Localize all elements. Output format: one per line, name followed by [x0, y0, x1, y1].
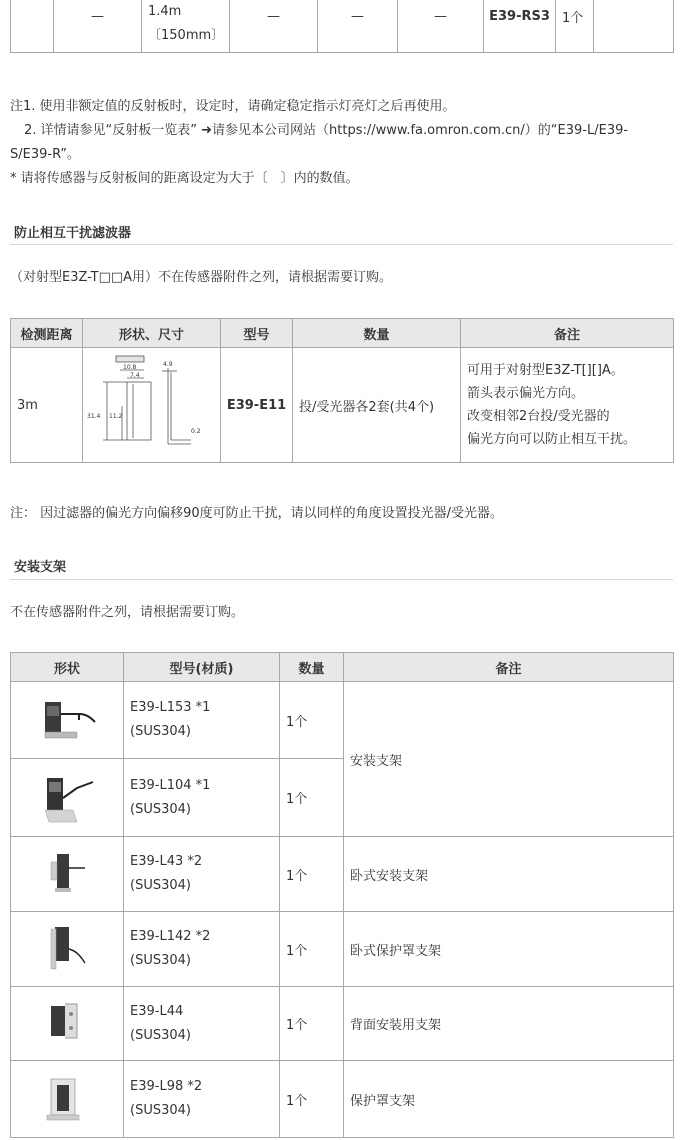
cell-photo: [11, 987, 124, 1061]
distance-min: 〔150mm〕: [148, 28, 225, 43]
cell-model: [124, 987, 280, 1061]
header-shape: 形状、尺寸: [83, 319, 221, 348]
cell-qty: 投/受光器各2套(共4个): [293, 348, 461, 463]
cell-model: [124, 682, 280, 759]
remark-line: 偏光方向可以防止相互干扰。: [467, 432, 637, 447]
header-qty: 数量: [293, 319, 461, 348]
note-2b: S/E39-R”。: [10, 147, 81, 162]
cell-photo: [11, 1061, 124, 1138]
filter-intro: （对射型E3Z-T□□A用）不在传感器附件之列，请根据需要订购。: [10, 270, 393, 285]
filter-note: 注： 因过滤器的偏光方向偏移90度可防止干扰，请以同样的角度设置投光器/受光器。: [10, 506, 504, 521]
cell-photo: [11, 759, 124, 837]
cell-remark: 安装支架: [344, 682, 674, 837]
cell-remark: 卧式安装支架: [344, 837, 674, 912]
bracket-photo-icon: [37, 994, 97, 1054]
dim-label: 31.4: [87, 413, 101, 420]
divider: [10, 579, 673, 580]
dim-label: 10.8: [123, 364, 137, 371]
dim-label: 7.4: [130, 372, 140, 379]
model-name: E39-L104 *1: [130, 777, 211, 793]
cell-remarks: [461, 348, 674, 463]
cell-blank: [594, 0, 674, 53]
filter-dimension-drawing: [83, 348, 221, 458]
dim-label: 4.9: [163, 361, 173, 368]
model-material: (SUS304): [130, 1027, 191, 1043]
bracket-table: [10, 652, 674, 1138]
model-name: E39-L98 *2: [130, 1079, 203, 1094]
cell-photo: [11, 682, 124, 759]
cell-remark: 背面安装用支架: [344, 987, 674, 1061]
model-material: (SUS304): [130, 1103, 191, 1118]
remark-line: 改变相邻2台投/受光器的: [467, 409, 610, 424]
cell-dash: —: [230, 0, 318, 53]
bracket-photo-icon: [37, 1069, 97, 1129]
header-model: 型号: [221, 319, 293, 348]
cell-qty: 1个: [280, 912, 344, 987]
cell-remark: 卧式保护罩支架: [344, 912, 674, 987]
cell-qty: 1个: [280, 987, 344, 1061]
cell-qty: 1个: [280, 682, 344, 759]
header-remark: 备注: [344, 653, 674, 682]
model-name: E39-L43 *2: [130, 854, 203, 869]
cell-model: E39-E11: [221, 348, 293, 463]
reflector-table: [10, 0, 674, 53]
cell-model: E39-RS3: [484, 0, 556, 53]
bracket-photo-icon: [37, 690, 97, 750]
cell-qty: 1个: [280, 837, 344, 912]
header-qty: 数量: [280, 653, 344, 682]
remark-line: 可用于对射型E3Z-T[][]A。: [467, 363, 624, 378]
cell-dash: —: [398, 0, 484, 53]
header-model: 型号(材质): [124, 653, 280, 682]
cell-drawing: [83, 348, 221, 463]
cell-dash: —: [54, 0, 142, 53]
header-shape: 形状: [11, 653, 124, 682]
cell-qty: 1个: [556, 0, 594, 53]
cell-photo: [11, 837, 124, 912]
model-material: (SUS304): [130, 801, 191, 817]
cell-qty: 1个: [280, 759, 344, 837]
bracket-photo-icon: [37, 768, 97, 828]
cell-photo: [11, 912, 124, 987]
filter-table: [10, 318, 674, 463]
cell-model: [124, 837, 280, 912]
model-name: E39-L153 *1: [130, 700, 211, 715]
model-material: (SUS304): [130, 953, 191, 968]
cell-qty: 1个: [280, 1061, 344, 1138]
model-material: (SUS304): [130, 724, 191, 739]
cell-remark: 保护罩支架: [344, 1061, 674, 1138]
model-material: (SUS304): [130, 878, 191, 893]
bracket-intro: 不在传感器附件之列，请根据需要订购。: [10, 605, 245, 620]
cell-model: [124, 912, 280, 987]
distance-value: 1.4m: [148, 4, 182, 19]
cell-blank: [11, 0, 54, 53]
cell-distance: [142, 0, 230, 53]
cell-model: [124, 759, 280, 837]
cell-model: [124, 1061, 280, 1138]
section-title-bracket: 安装支架: [14, 560, 67, 575]
note-1: 注1. 使用非额定值的反射板时，设定时，请确定稳定指示灯亮灯之后再使用。: [10, 99, 456, 114]
dim-label: 0.2: [191, 428, 201, 435]
model-name: E39-L142 *2: [130, 929, 211, 944]
bracket-photo-icon: [37, 919, 97, 979]
section-title-filter: 防止相互干扰滤波器: [14, 226, 132, 241]
cell-dash: —: [318, 0, 398, 53]
remark-line: 箭头表示偏光方向。: [467, 386, 585, 401]
model-name: E39-L44: [130, 1003, 184, 1019]
header-distance: 检测距离: [11, 319, 83, 348]
divider: [10, 244, 673, 245]
dim-label: 11.2: [109, 413, 123, 420]
note-3: * 请将传感器与反射板间的距离设定为大于〔 〕内的数值。: [10, 171, 359, 186]
note-2a: 2. 详情请参见“反射板一览表” ➜请参见本公司网站（https://www.fa.omron.com.cn/）的“E39-L/E39-: [24, 123, 629, 138]
bracket-photo-icon: [37, 844, 97, 904]
header-remark: 备注: [461, 319, 674, 348]
cell-distance: 3m: [11, 348, 83, 463]
